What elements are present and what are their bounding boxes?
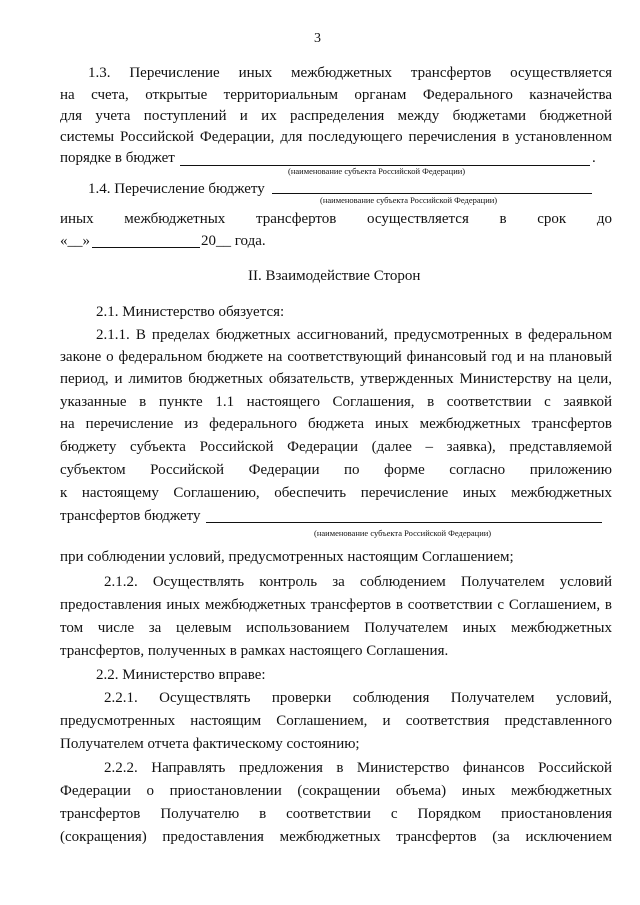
p2-1-1-line-4: указанные в пункте 1.1 настоящего Соглашения, в соответствии с заявкой: [60, 394, 612, 410]
p1-4-date-year: 20__ года.: [201, 233, 266, 249]
p2-2-2-line-2: Федерации о приостановлении (сокращении объема) иных межбюджетных: [60, 783, 612, 799]
subject-name-blank-3: [206, 522, 602, 523]
p1-4-line-2: иных межбюджетных трансфертов осуществляется в срок до: [60, 211, 612, 227]
p2-1-2-line-1: 2.1.2. Осуществлять контроль за соблюдением Получателем условий: [104, 574, 612, 590]
p2-1: 2.1. Министерство обязуется:: [96, 304, 285, 320]
p2-1-2-end: трансфертов, полученных в рамках настоящего Соглашения.: [60, 643, 449, 659]
subject-caption-3: (наименование субъекта Российской Федерации): [314, 528, 492, 538]
p1-3-tail-prefix: порядке в бюджет: [60, 150, 175, 166]
p2-1-1-line-8: к настоящему Соглашению, обеспечить перечисление иных межбюджетных: [60, 485, 612, 501]
p1-3-tail-suffix: .: [592, 150, 596, 166]
p2-1-1-line-2: законе о федеральном бюджете на соответствующий финансовый год и на плановый: [60, 349, 612, 365]
p2-1-1-line-1: 2.1.1. В пределах бюджетных ассигнований, предусмотренных в федеральном: [96, 327, 612, 343]
p1-3-line-2: на счета, открытые территориальным органам Федерального казначейства: [60, 87, 612, 103]
subject-caption-1: (наименование субъекта Российской Федерации): [288, 166, 466, 176]
p2-2-2-line-1: 2.2.2. Направлять предложения в Министерство финансов Российской: [104, 760, 612, 776]
p2-2-2-line-3: трансфертов Получателю в соответствии с Порядком приостановления: [60, 806, 612, 822]
p1-4-prefix: 1.4. Перечисление бюджету: [88, 181, 265, 197]
p2-2-1-line-1: 2.2.1. Осуществлять проверки соблюдения Получателем условий,: [104, 690, 612, 706]
p2-1-1-tail-prefix: трансфертов бюджету: [60, 508, 201, 524]
p1-3-line-3: для учета поступлений и их распределения между бюджетами бюджетной: [60, 108, 612, 124]
p2-1-1-line-7: субъектом Российской Федерации по форме согласно приложению: [60, 462, 612, 478]
p2-1-1-end: при соблюдении условий, предусмотренных настоящим Соглашением;: [60, 549, 514, 565]
p2-1-1-line-6: бюджету субъекта Российской Федерации (далее – заявка), представляемой: [60, 439, 612, 455]
date-month-blank: [92, 247, 200, 248]
p2-1-1-line-5: на перечисление из федерального бюджета иных межбюджетных трансфертов: [60, 416, 612, 432]
p1-3-line-4: системы Российской Федерации, для последующего перечисления в установленном: [60, 129, 612, 145]
page-number: 3: [314, 31, 321, 46]
p2-2-1-line-2: предусмотренных настоящим Соглашением, и соответствия представленного: [60, 713, 612, 729]
subject-name-blank-2: [272, 193, 592, 194]
p2-2: 2.2. Министерство вправе:: [96, 667, 266, 683]
p2-1-1-line-3: период, и лимитов бюджетных обязательств, утвержденных Министерству на цели,: [60, 371, 612, 387]
p1-4-date-open: «__»: [60, 233, 90, 249]
section-title: II. Взаимодействие Сторон: [248, 268, 421, 284]
p2-2-1-end: Получателем отчета фактическому состоянию;: [60, 736, 360, 752]
p1-3-line-1: 1.3. Перечисление иных межбюджетных трансфертов осуществляется: [88, 65, 612, 81]
p2-1-2-line-2: предоставления иных межбюджетных трансфертов в соответствии с Соглашением, в: [60, 597, 612, 613]
p2-2-2-line-4: (сокращения) предоставления межбюджетных трансфертов (за исключением: [60, 829, 612, 845]
subject-caption-2: (наименование субъекта Российской Федерации): [320, 195, 498, 205]
p2-1-2-line-3: том числе за целевым использованием Получателем иных межбюджетных: [60, 620, 612, 636]
